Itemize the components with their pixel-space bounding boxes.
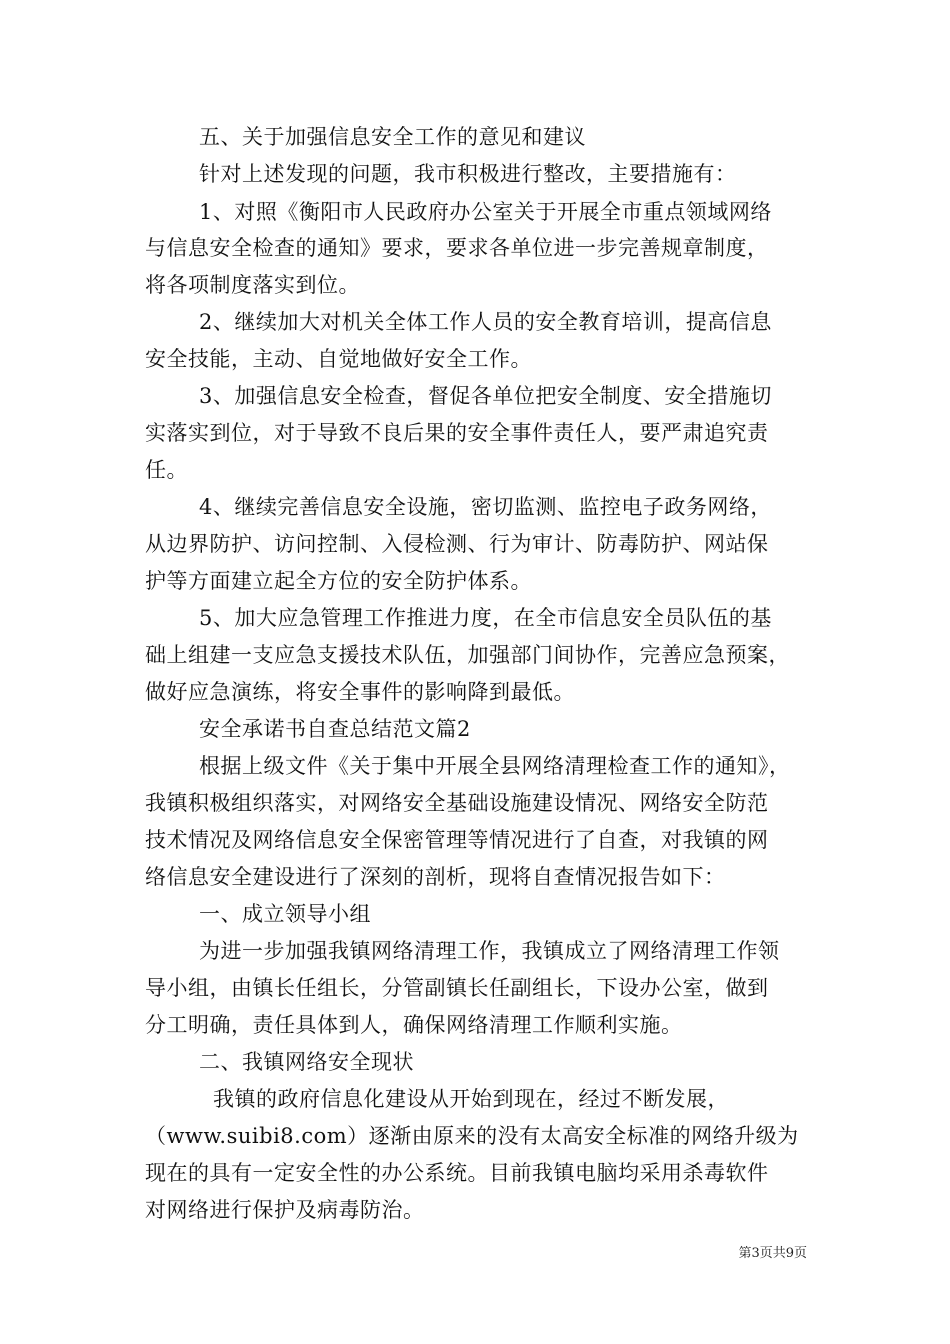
paragraph-line: 护等方面建立起全方位的安全防护体系。 bbox=[145, 569, 532, 593]
paragraph-line: 1、对照《衡阳市人民政府办公室关于开展全市重点领域网络 bbox=[199, 200, 772, 224]
paragraph-line: 分工明确，责任具体到人，确保网络清理工作顺利实施。 bbox=[145, 1013, 683, 1037]
paragraph-line: 2、继续加大对机关全体工作人员的安全教育培训，提高信息 bbox=[199, 310, 772, 334]
paragraph-line: 我镇积极组织落实，对网络安全基础设施建设情况、网络安全防范 bbox=[145, 791, 769, 815]
paragraph-line: 我镇的政府信息化建设从开始到现在，经过不断发展， bbox=[213, 1087, 729, 1111]
paragraph-line: 做好应急演练，将安全事件的影响降到最低。 bbox=[145, 680, 575, 704]
paragraph-line: 任。 bbox=[145, 458, 188, 482]
page-number: 第3页共9页 bbox=[738, 1246, 807, 1261]
paragraph-line: 为进一步加强我镇网络清理工作，我镇成立了网络清理工作领 bbox=[199, 939, 780, 963]
paragraph-line: 实落实到位，对于导致不良后果的安全事件责任人，要严肃追究责 bbox=[145, 421, 769, 445]
paragraph-line: （www.suibi8.com）逐渐由原来的没有太高安全标准的网络升级为 bbox=[145, 1124, 799, 1148]
paragraph-line: 对网络进行保护及病毒防治。 bbox=[145, 1198, 425, 1222]
paragraph-line: 现在的具有一定安全性的办公系统。目前我镇电脑均采用杀毒软件 bbox=[145, 1161, 769, 1185]
paragraph-line: 础上组建一支应急支援技术队伍，加强部门间协作，完善应急预案， bbox=[145, 643, 790, 667]
paragraph-line: 技术情况及网络信息安全保密管理等情况进行了自查，对我镇的网 bbox=[145, 828, 769, 852]
paragraph-line: 从边界防护、访问控制、入侵检测、行为审计、防毒防护、网站保 bbox=[145, 532, 769, 556]
section-heading-2: 二、我镇网络安全现状 bbox=[199, 1050, 414, 1074]
paragraph-line: 3、加强信息安全检查，督促各单位把安全制度、安全措施切 bbox=[199, 384, 772, 408]
paragraph-line: 导小组，由镇长任组长，分管副镇长任副组长，下设办公室，做到 bbox=[145, 976, 769, 1000]
paragraph-line: 络信息安全建设进行了深刻的剖析，现将自查情况报告如下： bbox=[145, 865, 726, 889]
paragraph-line: 安全技能，主动、自觉地做好安全工作。 bbox=[145, 347, 532, 371]
section-heading-5: 五、关于加强信息安全工作的意见和建议 bbox=[199, 125, 586, 149]
section-heading-1: 一、成立领导小组 bbox=[199, 902, 371, 926]
paragraph-line: 4、继续完善信息安全设施，密切监测、监控电子政务网络， bbox=[199, 495, 772, 519]
paragraph-line: 根据上级文件《关于集中开展全县网络清理检查工作的通知》， bbox=[199, 754, 791, 778]
paragraph-line: 针对上述发现的问题，我市积极进行整改，主要措施有： bbox=[199, 162, 737, 186]
paragraph-line: 与信息安全检查的通知》要求，要求各单位进一步完善规章制度， bbox=[145, 236, 769, 260]
article-title: 安全承诺书自查总结范文篇2 bbox=[199, 717, 471, 741]
paragraph-line: 将各项制度落实到位。 bbox=[145, 273, 360, 297]
paragraph-line: 5、加大应急管理工作推进力度，在全市信息安全员队伍的基 bbox=[199, 606, 772, 630]
